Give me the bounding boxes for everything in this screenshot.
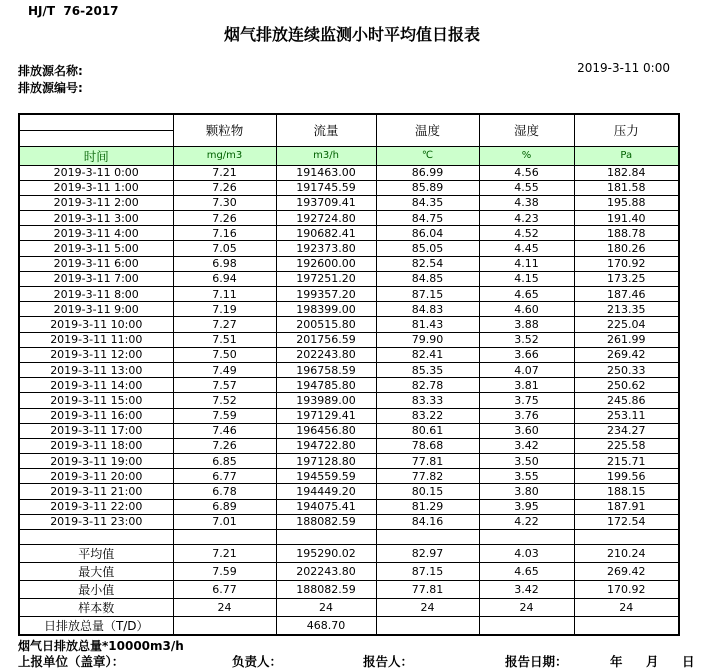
value-cell: 3.55 <box>479 469 574 484</box>
value-cell: 3.95 <box>479 499 574 514</box>
value-cell: 4.65 <box>479 563 574 581</box>
value-cell: 187.91 <box>574 499 679 514</box>
value-cell: 3.75 <box>479 393 574 408</box>
value-cell: 170.92 <box>574 581 679 599</box>
value-cell: 84.85 <box>376 271 479 286</box>
value-cell: 7.52 <box>173 393 276 408</box>
value-cell: 80.15 <box>376 484 479 499</box>
value-cell: 83.33 <box>376 393 479 408</box>
value-cell: 6.98 <box>173 256 276 271</box>
value-cell: 202243.80 <box>276 347 376 362</box>
time-cell: 2019-3-11 23:00 <box>19 514 173 529</box>
value-cell: 182.84 <box>574 165 679 180</box>
table-row <box>19 484 679 499</box>
value-cell: 197251.20 <box>276 271 376 286</box>
time-cell: 2019-3-11 8:00 <box>19 287 173 302</box>
value-cell: 170.92 <box>574 256 679 271</box>
value-cell <box>479 530 574 545</box>
time-cell: 2019-3-11 16:00 <box>19 408 173 423</box>
value-cell: 6.77 <box>173 581 276 599</box>
value-cell: 7.59 <box>173 563 276 581</box>
time-cell: 2019-3-11 17:00 <box>19 423 173 438</box>
source-name-label: 排放源名称: <box>18 64 83 78</box>
value-cell <box>376 617 479 636</box>
value-cell: 24 <box>376 599 479 617</box>
value-cell: 192373.80 <box>276 241 376 256</box>
value-cell: 3.80 <box>479 484 574 499</box>
time-cell: 2019-3-11 9:00 <box>19 302 173 317</box>
value-cell: 193989.00 <box>276 393 376 408</box>
value-cell: 200515.80 <box>276 317 376 332</box>
time-cell: 2019-3-11 15:00 <box>19 393 173 408</box>
value-cell: 210.24 <box>574 545 679 563</box>
value-cell: 253.11 <box>574 408 679 423</box>
report-date-label: 报告日期： <box>505 654 568 668</box>
value-cell: 7.05 <box>173 241 276 256</box>
table-row <box>19 287 679 302</box>
value-cell: 4.52 <box>479 226 574 241</box>
time-cell: 2019-3-11 1:00 <box>19 180 173 195</box>
report-datetime: 2019-3-11 0:00 <box>577 61 670 75</box>
value-cell: 77.81 <box>376 454 479 469</box>
time-cell: 2019-3-11 11:00 <box>19 332 173 347</box>
table-row <box>19 195 679 210</box>
value-cell: 7.16 <box>173 226 276 241</box>
value-cell: 7.50 <box>173 347 276 362</box>
value-cell: 201756.59 <box>276 332 376 347</box>
table-row <box>19 332 679 347</box>
column-header-particulate: 颗粒物 <box>173 114 276 146</box>
value-cell: 87.15 <box>376 563 479 581</box>
value-cell: 7.11 <box>173 287 276 302</box>
value-cell: 7.59 <box>173 408 276 423</box>
summary-row <box>19 545 679 563</box>
value-cell: 190682.41 <box>276 226 376 241</box>
value-cell: 85.05 <box>376 241 479 256</box>
table-row <box>19 514 679 529</box>
table-row <box>19 393 679 408</box>
value-cell: 192724.80 <box>276 211 376 226</box>
value-cell: 81.29 <box>376 499 479 514</box>
value-cell: 86.99 <box>376 165 479 180</box>
value-cell: 202243.80 <box>276 563 376 581</box>
unit-row <box>19 146 679 165</box>
value-cell: 77.82 <box>376 469 479 484</box>
time-cell: 2019-3-11 10:00 <box>19 317 173 332</box>
value-cell: 195290.02 <box>276 545 376 563</box>
value-cell: 250.33 <box>574 362 679 377</box>
time-cell: 2019-3-11 0:00 <box>19 165 173 180</box>
time-cell: 2019-3-11 21:00 <box>19 484 173 499</box>
header-row-top <box>19 114 679 130</box>
value-cell <box>173 530 276 545</box>
value-cell <box>574 530 679 545</box>
value-cell <box>479 617 574 636</box>
value-cell: 7.26 <box>173 438 276 453</box>
value-cell: 84.35 <box>376 195 479 210</box>
signature-row <box>0 652 704 668</box>
value-cell: 6.89 <box>173 499 276 514</box>
summary-label-cell: 最大值 <box>19 563 173 581</box>
value-cell: 24 <box>276 599 376 617</box>
value-cell: 215.71 <box>574 454 679 469</box>
value-cell: 7.01 <box>173 514 276 529</box>
table-row <box>19 211 679 226</box>
summary-row <box>19 563 679 581</box>
value-cell: 199.56 <box>574 469 679 484</box>
unit-temperature: ℃ <box>376 146 479 165</box>
value-cell <box>173 617 276 636</box>
value-cell: 196758.59 <box>276 362 376 377</box>
value-cell: 187.46 <box>574 287 679 302</box>
value-cell: 192600.00 <box>276 256 376 271</box>
value-cell: 194449.20 <box>276 484 376 499</box>
value-cell: 4.15 <box>479 271 574 286</box>
value-cell: 468.70 <box>276 617 376 636</box>
value-cell: 194785.80 <box>276 378 376 393</box>
time-cell: 2019-3-11 3:00 <box>19 211 173 226</box>
table-row <box>19 226 679 241</box>
value-cell: 78.68 <box>376 438 479 453</box>
value-cell: 213.35 <box>574 302 679 317</box>
time-cell: 2019-3-11 18:00 <box>19 438 173 453</box>
value-cell: 269.42 <box>574 347 679 362</box>
value-cell: 6.85 <box>173 454 276 469</box>
value-cell: 173.25 <box>574 271 679 286</box>
value-cell <box>276 530 376 545</box>
value-cell: 4.60 <box>479 302 574 317</box>
value-cell: 4.23 <box>479 211 574 226</box>
value-cell: 82.41 <box>376 347 479 362</box>
footnote: 烟气日排放总量*10000m3/h <box>18 639 184 653</box>
value-cell: 4.45 <box>479 241 574 256</box>
time-cell: 2019-3-11 7:00 <box>19 271 173 286</box>
time-cell <box>19 530 173 545</box>
value-cell: 180.26 <box>574 241 679 256</box>
value-cell: 79.90 <box>376 332 479 347</box>
value-cell: 7.26 <box>173 180 276 195</box>
time-cell: 2019-3-11 12:00 <box>19 347 173 362</box>
value-cell: 3.76 <box>479 408 574 423</box>
value-cell: 4.55 <box>479 180 574 195</box>
value-cell: 7.51 <box>173 332 276 347</box>
value-cell: 7.19 <box>173 302 276 317</box>
column-header-flow: 流量 <box>276 114 376 146</box>
value-cell: 225.04 <box>574 317 679 332</box>
value-cell: 83.22 <box>376 408 479 423</box>
month-label: 月 <box>646 654 659 668</box>
table-row <box>19 271 679 286</box>
value-cell: 84.16 <box>376 514 479 529</box>
value-cell: 198399.00 <box>276 302 376 317</box>
value-cell: 82.78 <box>376 378 479 393</box>
day-label: 日 <box>682 654 695 668</box>
year-label: 年 <box>610 654 623 668</box>
value-cell: 7.21 <box>173 165 276 180</box>
value-cell: 194559.59 <box>276 469 376 484</box>
time-column-header: 时间 <box>19 146 173 165</box>
table-row <box>19 165 679 180</box>
table-row <box>19 378 679 393</box>
value-cell: 245.86 <box>574 393 679 408</box>
report-table <box>18 113 680 636</box>
value-cell: 188.78 <box>574 226 679 241</box>
header-blank-top <box>19 114 173 130</box>
value-cell: 6.78 <box>173 484 276 499</box>
reporter-label: 报告人： <box>363 654 414 668</box>
value-cell: 3.52 <box>479 332 574 347</box>
summary-row <box>19 617 679 636</box>
table-row <box>19 317 679 332</box>
value-cell: 191745.59 <box>276 180 376 195</box>
unit-particulate: mg/m3 <box>173 146 276 165</box>
value-cell: 24 <box>574 599 679 617</box>
value-cell: 196456.80 <box>276 423 376 438</box>
value-cell: 195.88 <box>574 195 679 210</box>
value-cell: 3.66 <box>479 347 574 362</box>
value-cell: 87.15 <box>376 287 479 302</box>
column-header-humidity: 湿度 <box>479 114 574 146</box>
value-cell: 3.42 <box>479 438 574 453</box>
value-cell: 7.49 <box>173 362 276 377</box>
summary-label-cell: 日排放总量（T/D） <box>19 617 173 636</box>
value-cell: 84.83 <box>376 302 479 317</box>
empty-row <box>19 530 679 545</box>
value-cell: 3.60 <box>479 423 574 438</box>
value-cell: 85.89 <box>376 180 479 195</box>
value-cell: 24 <box>479 599 574 617</box>
value-cell: 250.62 <box>574 378 679 393</box>
header-blank-bottom <box>19 130 173 146</box>
value-cell: 194075.41 <box>276 499 376 514</box>
value-cell: 197129.41 <box>276 408 376 423</box>
value-cell: 193709.41 <box>276 195 376 210</box>
value-cell: 261.99 <box>574 332 679 347</box>
data-rows <box>19 165 679 635</box>
table-row <box>19 408 679 423</box>
value-cell: 234.27 <box>574 423 679 438</box>
time-cell: 2019-3-11 22:00 <box>19 499 173 514</box>
value-cell: 82.54 <box>376 256 479 271</box>
value-cell: 225.58 <box>574 438 679 453</box>
time-cell: 2019-3-11 20:00 <box>19 469 173 484</box>
value-cell: 7.27 <box>173 317 276 332</box>
unit-pressure: Pa <box>574 146 679 165</box>
value-cell: 4.38 <box>479 195 574 210</box>
value-cell: 6.94 <box>173 271 276 286</box>
value-cell: 86.04 <box>376 226 479 241</box>
time-cell: 2019-3-11 6:00 <box>19 256 173 271</box>
report-unit-label: 上报单位（盖章）： <box>18 654 125 668</box>
value-cell: 269.42 <box>574 563 679 581</box>
table-row <box>19 469 679 484</box>
time-cell: 2019-3-11 14:00 <box>19 378 173 393</box>
summary-row <box>19 599 679 617</box>
table-row <box>19 302 679 317</box>
value-cell: 4.07 <box>479 362 574 377</box>
column-header-pressure: 压力 <box>574 114 679 146</box>
value-cell: 191463.00 <box>276 165 376 180</box>
standard-number: HJ/T 76-2017 <box>28 4 119 18</box>
value-cell <box>574 617 679 636</box>
value-cell <box>376 530 479 545</box>
time-cell: 2019-3-11 5:00 <box>19 241 173 256</box>
summary-label-cell: 平均值 <box>19 545 173 563</box>
value-cell: 4.56 <box>479 165 574 180</box>
value-cell: 188.15 <box>574 484 679 499</box>
value-cell: 199357.20 <box>276 287 376 302</box>
value-cell: 197128.80 <box>276 454 376 469</box>
time-cell: 2019-3-11 4:00 <box>19 226 173 241</box>
summary-label-cell: 最小值 <box>19 581 173 599</box>
value-cell: 194722.80 <box>276 438 376 453</box>
value-cell: 7.57 <box>173 378 276 393</box>
value-cell: 24 <box>173 599 276 617</box>
table-row <box>19 256 679 271</box>
value-cell: 191.40 <box>574 211 679 226</box>
value-cell: 181.58 <box>574 180 679 195</box>
column-header-temperature: 温度 <box>376 114 479 146</box>
value-cell: 7.26 <box>173 211 276 226</box>
value-cell: 188082.59 <box>276 581 376 599</box>
source-code-label: 排放源编号: <box>18 81 83 95</box>
value-cell: 3.88 <box>479 317 574 332</box>
table-row <box>19 454 679 469</box>
value-cell: 4.22 <box>479 514 574 529</box>
page-title: 烟气排放连续监测小时平均值日报表 <box>223 25 480 44</box>
responsible-label: 负责人： <box>232 654 283 668</box>
table-row <box>19 347 679 362</box>
value-cell: 3.50 <box>479 454 574 469</box>
value-cell: 3.81 <box>479 378 574 393</box>
table-row <box>19 438 679 453</box>
value-cell: 85.35 <box>376 362 479 377</box>
value-cell: 7.46 <box>173 423 276 438</box>
value-cell: 77.81 <box>376 581 479 599</box>
table-row <box>19 423 679 438</box>
value-cell: 4.03 <box>479 545 574 563</box>
table-row <box>19 362 679 377</box>
time-cell: 2019-3-11 2:00 <box>19 195 173 210</box>
value-cell: 82.97 <box>376 545 479 563</box>
time-cell: 2019-3-11 19:00 <box>19 454 173 469</box>
value-cell: 4.65 <box>479 287 574 302</box>
value-cell: 7.21 <box>173 545 276 563</box>
table-row <box>19 180 679 195</box>
summary-label-cell: 样本数 <box>19 599 173 617</box>
value-cell: 4.11 <box>479 256 574 271</box>
value-cell: 188082.59 <box>276 514 376 529</box>
unit-flow: m3/h <box>276 146 376 165</box>
value-cell: 80.61 <box>376 423 479 438</box>
value-cell: 81.43 <box>376 317 479 332</box>
summary-row <box>19 581 679 599</box>
table-row <box>19 499 679 514</box>
value-cell: 7.30 <box>173 195 276 210</box>
table-row <box>19 241 679 256</box>
unit-humidity: % <box>479 146 574 165</box>
value-cell: 6.77 <box>173 469 276 484</box>
value-cell: 3.42 <box>479 581 574 599</box>
value-cell: 172.54 <box>574 514 679 529</box>
time-cell: 2019-3-11 13:00 <box>19 362 173 377</box>
value-cell: 84.75 <box>376 211 479 226</box>
